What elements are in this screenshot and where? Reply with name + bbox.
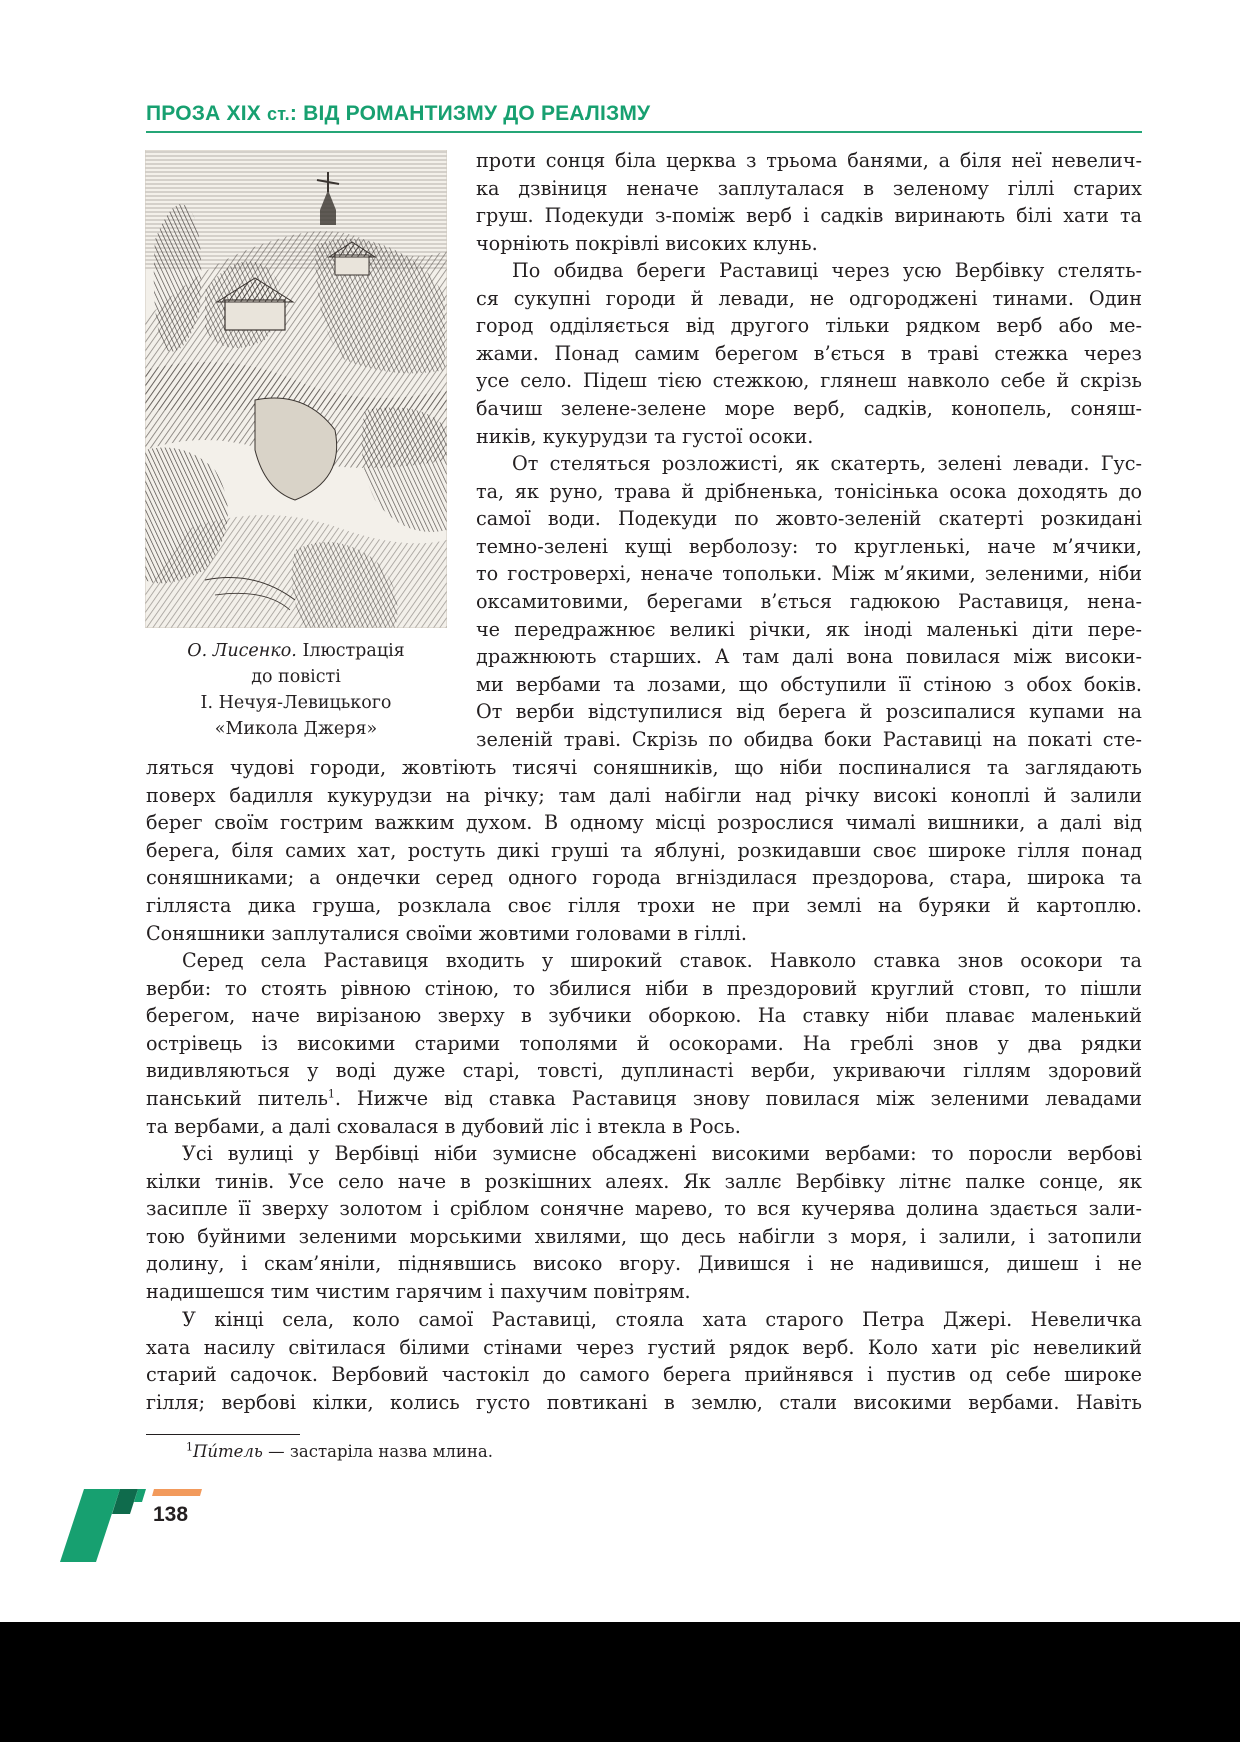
text-line: темно-зелені кущі верболозу: то кругленькі, наче м’ячики,	[476, 534, 1142, 558]
text-line: видивляються у воді дуже старі, товсті, дуплинасті верби, укриваючи гіллям здоровий	[146, 1059, 1142, 1083]
text-line: то гостроверхі, неначе топольки. Між м’якими, зеленими, ніби	[476, 562, 1142, 586]
text-line: берегом, наче вирізаною зверху в зубчики оборкою. На ставку ніби плаває маленький	[146, 1004, 1142, 1028]
text-line: та вербами, а далі сховалася в дубовий ліс і втекла в Рось.	[146, 1114, 741, 1138]
paragraph-5	[146, 1140, 1142, 1306]
text-span: . Нижче від ставка Раставиця знову повилася між зеленими левадами	[334, 1086, 1143, 1110]
text-line: дражнюють старших. А там далі вона повилася між високи-	[476, 645, 1142, 669]
header-divider	[146, 131, 1142, 133]
figure-caption	[146, 638, 446, 742]
paragraph-3	[476, 450, 1142, 754]
paragraph-2	[476, 257, 1142, 450]
text-line: засипле її зверху золотом і сріблом сонячне марево, то вся кучерява долина здається зали-	[146, 1197, 1142, 1221]
text-line: та, як руно, трава й дрібненька, тонісінька осока доходять до	[476, 479, 1142, 503]
text-line: бачиш зелене-зелене море верб, садків, конопель, соняш-	[476, 396, 1142, 420]
text-line: берег своїм гострим важким духом. В одному місці розрослися чималі вишники, а далі від	[146, 811, 1142, 835]
text-line: надишешся тим чистим гарячим і пахучим повітрям.	[146, 1279, 691, 1303]
text-line: че передражнює великі річки, як іноді маленькі діти пере-	[476, 617, 1142, 641]
text-line: кілки тинів. Усе село наче в розкішних алеях. Як заллє Вербівку літнє палке сонце, як	[146, 1169, 1142, 1193]
text-line: У кінці села, коло самої Раставиці, стояла хата старого Петра Джері. Невеличка	[182, 1308, 1142, 1331]
page-number: 138	[153, 1503, 189, 1526]
text-line: долину, і скам’яніли, піднявшись високо вгору. Дивишся і не надивишся, дишеш і не	[146, 1252, 1142, 1276]
paragraph-1	[476, 147, 1142, 257]
text-line: чорніють покрівлі високих клунь.	[476, 231, 818, 255]
running-head-part1: ПРОЗА XIX	[146, 102, 267, 125]
bottom-black-band	[0, 1622, 1240, 1742]
text-line: тою буйними зеленими морськими хвилями, що десь набігли з моря, і залили, і затопили	[146, 1224, 1142, 1248]
text-line: ка дзвіниця неначе заплуталася в зеленому гіллі старих	[476, 176, 1142, 200]
text-line: берега, біля самих хат, ростуть дикі груші та яблуні, розкидавши своє широке гілля понад	[146, 838, 1142, 862]
text-line: груш. Подекуди з-поміж верб і садків виринають білі хати та	[476, 204, 1142, 228]
text-line: гілля; вербові кілки, колись густо повтикані в землю, стали високими вербами. Навіть	[146, 1390, 1142, 1414]
paragraph-3-continued	[146, 754, 1142, 947]
caption-line1: Ілюстрація	[296, 641, 405, 661]
caption-author: О. Лисенко.	[187, 641, 297, 661]
text-line: ляться чудові городи, жовтіють тисячі соняшників, що ніби поспиналися та заглядають	[146, 756, 1142, 779]
footnote-dash: —	[262, 1442, 290, 1461]
text-line: город одділяється від другого тільки рядком верб або ме-	[476, 314, 1142, 338]
running-head	[146, 102, 650, 126]
paragraph-6	[146, 1306, 1142, 1416]
text-line: ників, кукурудзи та густої осоки.	[476, 424, 814, 448]
illustration-engraving	[145, 150, 447, 628]
caption-line2: до повісті	[251, 667, 341, 687]
text-line: гілляста дика груша, розклала своє гілля трохи не при землі на буряки й картоплю.	[146, 893, 1142, 917]
text-line: ся сукупні городи й левади, не одгороджені тинами. Один	[476, 286, 1142, 310]
text-line: По обидва береги Раставиці через усю Вербівку стелять-	[512, 259, 1142, 282]
text-line: жами. Понад самим берегом в’ється в траві стежка через	[476, 341, 1142, 365]
text-line: острівець із високими старими тополями й осокорами. На греблі знов у два рядки	[146, 1031, 1142, 1055]
text-line: поверх бадилля кукурудзи на річку; там далі набігли над річку високі коноплі й залили	[146, 783, 1142, 807]
text-line: старий садочок. Вербовий частокіл до самого берега прийнявся і пустив од себе широке	[146, 1363, 1142, 1387]
text-line: Соняшники заплуталися своїми жовтими головами в гіллі.	[146, 921, 747, 945]
footnote	[186, 1441, 493, 1463]
footnote-ref: 1	[327, 1087, 335, 1101]
text-line: От верби відступилися від берега й розсипалися купами на	[476, 700, 1142, 724]
text-line: хата насилу світилася білими стінами через густий рядок верб. Коло хати ріс невеликий	[146, 1335, 1142, 1359]
text-line: соняшниками; а ондечки серед одного города вгніздилася прездорова, стара, широка та	[146, 866, 1142, 890]
footnote-definition: застаріла назва млина.	[289, 1442, 493, 1461]
text-line: оксамитовими, берегами в’ється гадюкою Раставиця, нена-	[476, 589, 1142, 613]
text-line	[146, 1085, 1142, 1113]
text-span: панський питель	[146, 1086, 328, 1110]
text-line: Серед села Раставиця входить у широкий ставок. Навколо ставка знов осокори та	[182, 949, 1142, 972]
text-line: верби: то стоять рівною стіною, то збилися ніби в прездоровий круглий стовп, то пішли	[146, 976, 1142, 1000]
text-line: усе село. Підеш тією стежкою, глянеш навколо себе й скрізь	[476, 369, 1142, 393]
footnote-divider	[146, 1434, 300, 1435]
text-line: ми вербами та лозами, що обступили її стіною з обох боків.	[476, 672, 1142, 696]
text-line: От стеляться розложисті, як скатерть, зелені левади. Гус-	[512, 452, 1142, 475]
text-line: проти сонця біла церква з трьома банями, а біля неї невелич-	[476, 149, 1142, 172]
running-head-part2: ст.	[267, 104, 290, 124]
footnote-term: Пи́тель	[193, 1442, 263, 1461]
text-line: зеленій траві. Скрізь по обидва боки Раставиці на покаті сте-	[476, 727, 1142, 751]
text-line: Усі вулиці у Вербівці ніби зумисне обсаджені високими вербами: то поросли вербові	[182, 1142, 1142, 1165]
caption-line4: «Микола Джеря»	[214, 719, 378, 739]
running-head-part3: : ВІД РОМАНТИЗМУ ДО РЕАЛІЗМУ	[289, 102, 651, 125]
footnote-mark: 1	[186, 1440, 193, 1454]
text-line: самої води. Подекуди по жовто-зеленій скатерті розкидані	[476, 507, 1142, 531]
paragraph-4	[146, 947, 1142, 1140]
caption-line3: І. Нечуя-Левицького	[200, 693, 392, 713]
